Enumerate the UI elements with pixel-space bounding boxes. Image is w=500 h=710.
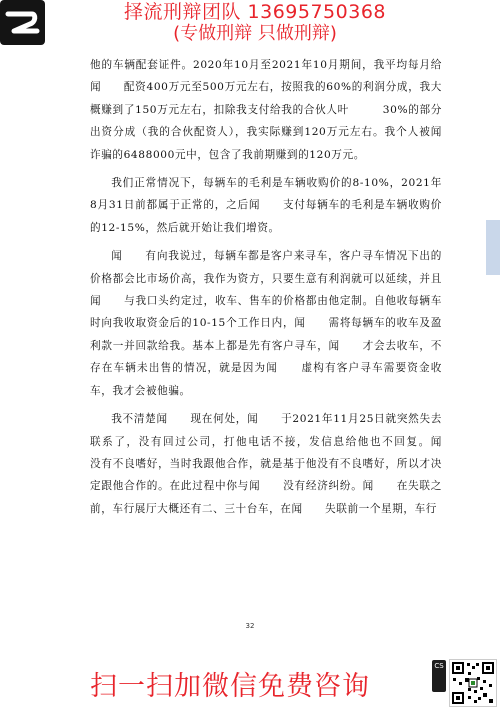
side-floating-tab (486, 220, 500, 275)
wechat-qr-code[interactable] (449, 659, 497, 707)
paragraph-4: 我不清楚闻 现在何处，闻 于2021年11月25日就突然失去联系了，没有回过公司，打他电话不接，发信息给他也不回复。闻 没有不良嗜好，当时我跟他合作，就是基于他没有不良嗜好，所以才决定跟他合作的。在此过程中你与闻 没有经济纠纷。闻 在失联之前，车行展厅大概还有二、三十台车，在闻 失联前一个星期，车行 (90, 413, 465, 515)
paragraph-1: 他的车辆配套证件。2020年10月至2021年10月期间，我平均每月给闻 配资400万元至500万元左右，按照我的60%的利润分成，我大概赚到了150万元左右，扣除我支付给我的合伙人叶 30%的部分出资分成（我的合伙配资人），我实际赚到120万元左右。我个人被闻 诈骗的6488000元中，包含了我前期赚到的120万元。 (90, 59, 476, 161)
cs-badge: CS (432, 660, 446, 692)
header-title: 择流刑辩团队 13695750368 (123, 1, 386, 23)
header-banner (105, 1, 405, 45)
paragraph-3: 闻 有向我说过，每辆车都是客户来寻车，客户寻车情况下出的价格都会比市场价高，我作为资方，只要生意有利润就可以延续，并且闻 与我口头约定过，收车、售车的价格都由他定制。自他收每辆车时向我收取资金后的10-15个工作日内，闻 需将每辆车的收车及盈利款一并回款给我。基本上都是先有客户寻车，闻 才会去收车，不存在车辆未出售的情况，就是因为闻 虚构有客户寻车需要资金收车，我才会被他骗。 (90, 250, 442, 397)
firm-logo (0, 0, 45, 45)
document-body (90, 54, 476, 520)
paragraph-2: 我们正常情况下，每辆车的毛利是车辆收购价的8-10%，2021年8月31日前都属于正常的，之后闻 支付每辆车的毛利是车辆收购价的12-15%，然后就开始让我们增资。 (90, 177, 442, 234)
page-number: 32 (245, 622, 255, 630)
footer-cta: 扫一扫加微信免费咨询 (90, 671, 370, 702)
header-subtitle: (专做刑辩 只做刑辩) (173, 23, 337, 44)
